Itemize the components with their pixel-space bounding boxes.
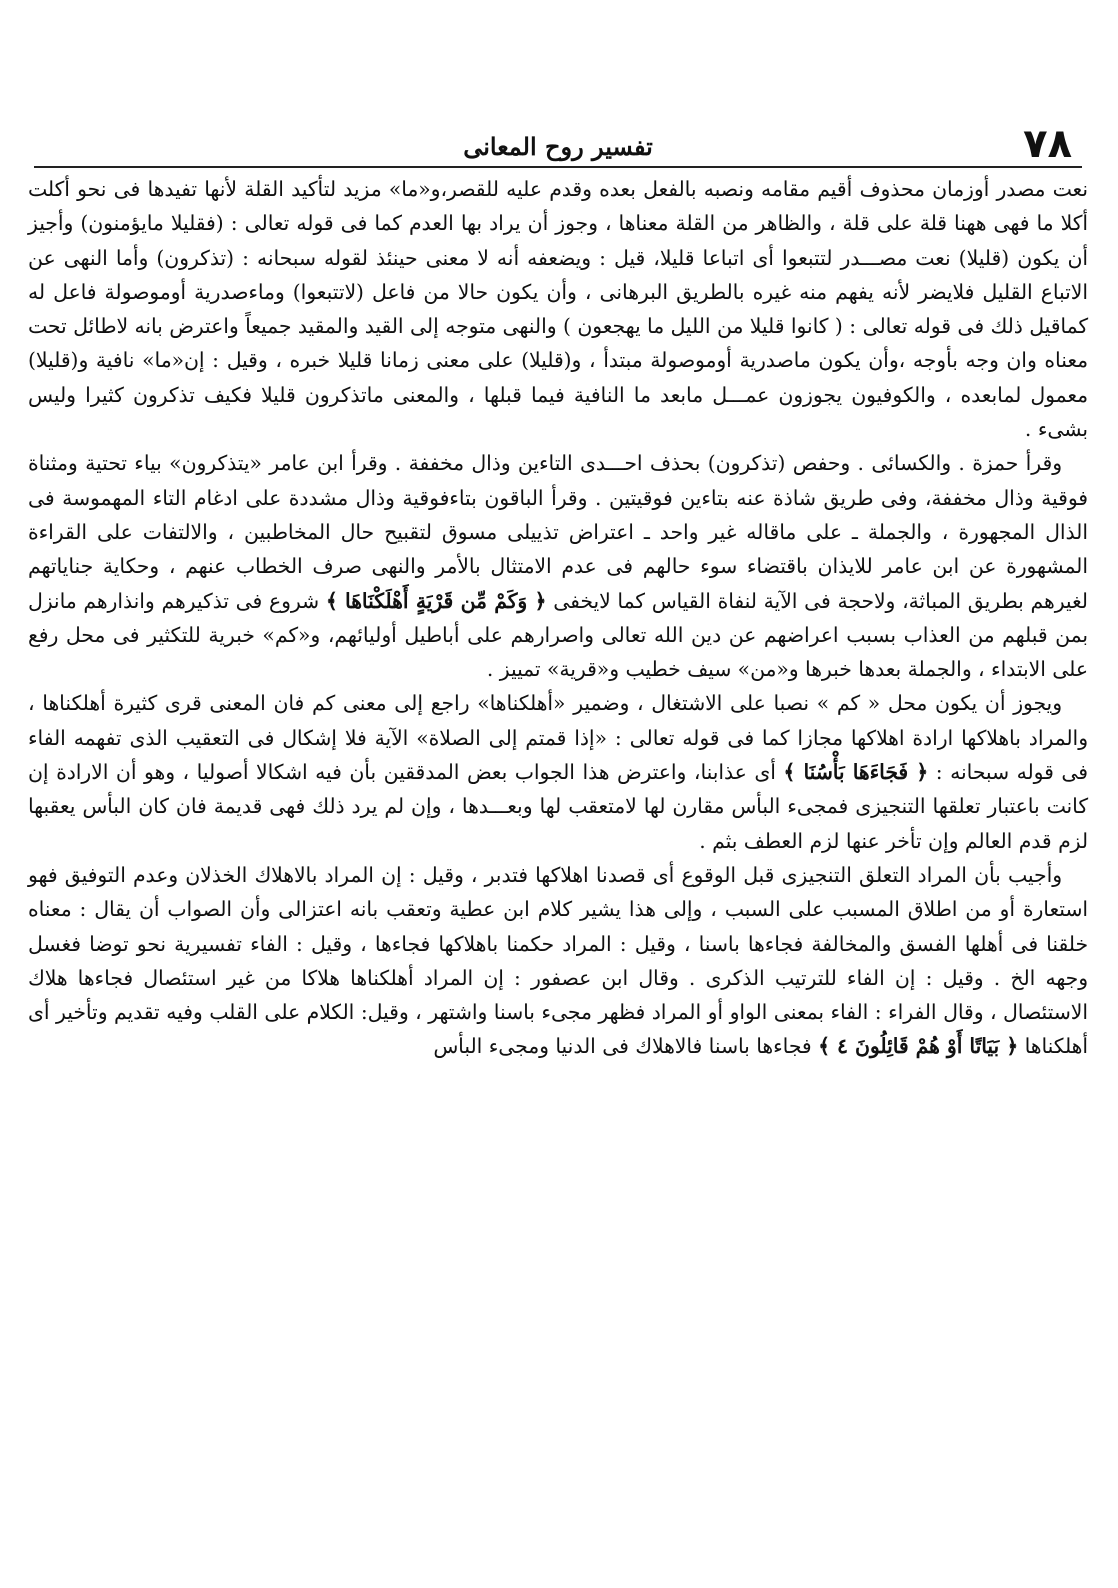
quran-verse: ﴿ فَجَاءَهَا بَأْسُنَا ﴾: [783, 760, 929, 785]
paragraph: [28, 858, 1088, 1064]
page-header: [36, 121, 1080, 167]
paragraph-text: شروع فى تذكيرهم وانذارهم مانزل بمن قبلهم من العذاب بسبب اعراضهم عن دين الله تعالى واصرارهم على أباطيل أوليائهم، و«كم» خبرية للتكثير فى محل رفع على الابتداء ، والجملة بعدها خبرها و«من» سيف خطيب و«قرية» تمييز .: [28, 588, 1088, 682]
paragraph-text: وقرأ حمزة . والكسائى . وحفص (تذكرون) بحذف احـــدى التاءين وذال مخففة . وقرأ ابن عامر «يتذكرون» بياء تحتية ومثناة فوقية وذال مخففة، وفى طريق شاذة عنه بتاءين فوقيتين . وقرأ الباقون بتاءفوقية وذال مشددة على ادغام التاء المهموسة فى الذال المجهورة ، والجملة ـ على ماقاله غير واحد ـ اعتراض تذييلى مسوق لتقبيح حال المخاطبين ، والالتفات على القراءة المشهورة عن ابن عامر للايذان باقتضاء سوء حالهم فى عدم الامتثال بالأمر والنهى صرف الخطاب عنهم ، وحكاية جناياتهم لغيرهم بطريق المباثة، ولاحجة فى الآية لنفاة القياس كما لايخفى: [28, 451, 1088, 613]
paragraph-text: ويجوز أن يكون محل « كم » نصبا على الاشتغال ، وضمير «أهلكناها» راجع إلى معنى كم فان المعنى قرى كثيرة أهلكناها ، والمراد باهلاكها ارادة اهلاكها مجازا كما فى قوله تعالى : «إذا قمتم إلى الصلاة» الآية فلا إشكال فى التعقيب الذى تفهمه الفاء فى قوله سبحانه :: [28, 691, 1088, 785]
quran-verse: ﴿ وَكَمْ مِّن قَرْيَةٍ أَهْلَكْنَاهَا ﴾: [325, 588, 547, 613]
commentary-text: [28, 172, 1088, 1064]
page-number: ٧٨: [1023, 121, 1072, 167]
paragraph-text: وأجيب بأن المراد التعلق التنجيزى قبل الوقوع أى قصدنا اهلاكها فتدبر ، وقيل : إن المراد بالاهلاك الخذلان وعدم التوفيق فهو استعارة أو من اطلاق المسبب على السبب ، وإلى هذا يشير كلام ابن عطية وتعقب بانه اعتزالى وأن الصواب أن يقال : معناه خلقنا فى أهلها الفسق والمخالفة فجاءها باسنا ، وقيل : المراد حكمنا باهلاكها فجاءها ، وقيل : الفاء تفسيرية نحو توضا فغسل وجهه الخ . وقيل : إن الفاء للترتيب الذكرى . وقال ابن عصفور : إن المراد أهلكناها هلاكا من غير استئصال فجاءها هلاك الاستئصال ، وقال الفراء : الفاء بمعنى الواو أو المراد فظهر مجىء باسنا واشتهر ، وقيل: الكلام على القلب وفيه تقديم وتأخير أى أهلكناها: [28, 862, 1088, 1059]
paragraph: [28, 172, 1088, 446]
paragraph: [28, 446, 1088, 686]
quran-verse: ﴿ بَيَاتًا أَوْ هُمْ قَائِلُونَ ٤ ﴾: [818, 1034, 1019, 1059]
running-title: تفسير روح المعانى: [463, 132, 653, 161]
header-rule: [34, 166, 1082, 168]
paragraph-text: أى عذابنا، واعترض هذا الجواب بعض المدققين بأن فيه اشكالا أصوليا ، وهو أن الارادة إن كانت باعتبار تعلقها التنجيزى فمجىء البأس مقارن لها لامتعقب لها وبعـــدها ، وإن لم يرد ذلك فهى قديمة فان كان البأس يعقبها لزم قدم العالم وإن تأخر عنها لزم العطف بثم .: [28, 760, 1088, 853]
paragraph-text: فجاءها باسنا فالاهلاك فى الدنيا ومجىء البأس: [433, 1034, 812, 1059]
paragraph: [28, 686, 1088, 857]
paragraph-text: نعت مصدر أوزمان محذوف أقيم مقامه ونصبه بالفعل بعده وقدم عليه للقصر،و«ما» مزيد لتأكيد القلة لأنها تفيدها فى نحو أكلت أكلا ما فهى ههنا قلة على قلة ، والظاهر من القلة معناها ، وجوز أن يراد بها العدم كما فى قوله تعالى : (فقليلا مايؤمنون) وأجيز أن يكون (قليلا) نعت مصـــدر لتتبعوا أى اتباعا قليلا، قيل : ويضعفه أنه لا معنى حينئذ لقوله سبحانه : (تذكرون) وأما النهى عن الاتباع القليل فلايضر لأنه يفهم منه غيره بالطريق البرهانى ، وأن يكون حالا من فاعل (لاتتبعوا) وماءصدرية أوموصولة فاعل له كماقيل ذلك فى قوله تعالى : ( كانوا قليلا من الليل ما يهجعون ) والنهى متوجه إلى القيد والمقيد جميعاً واعترض بانه لاطائل تحت معناه وان وجه بأوجه ،وأن يكون ماصدرية أوموصولة مبتدأ ، و(قليلا) على معنى زمانا قليلا خبره ، وقيل : إن«ما» نافية و(قليلا) معمول لمابعده ، والكوفيون يجوزون عمـــل مابعد ما النافية فيما قبلها ، والمعنى ماتذكرون قليلا فكيف تذكرون كثيرا وليس بشىء .: [28, 177, 1088, 442]
